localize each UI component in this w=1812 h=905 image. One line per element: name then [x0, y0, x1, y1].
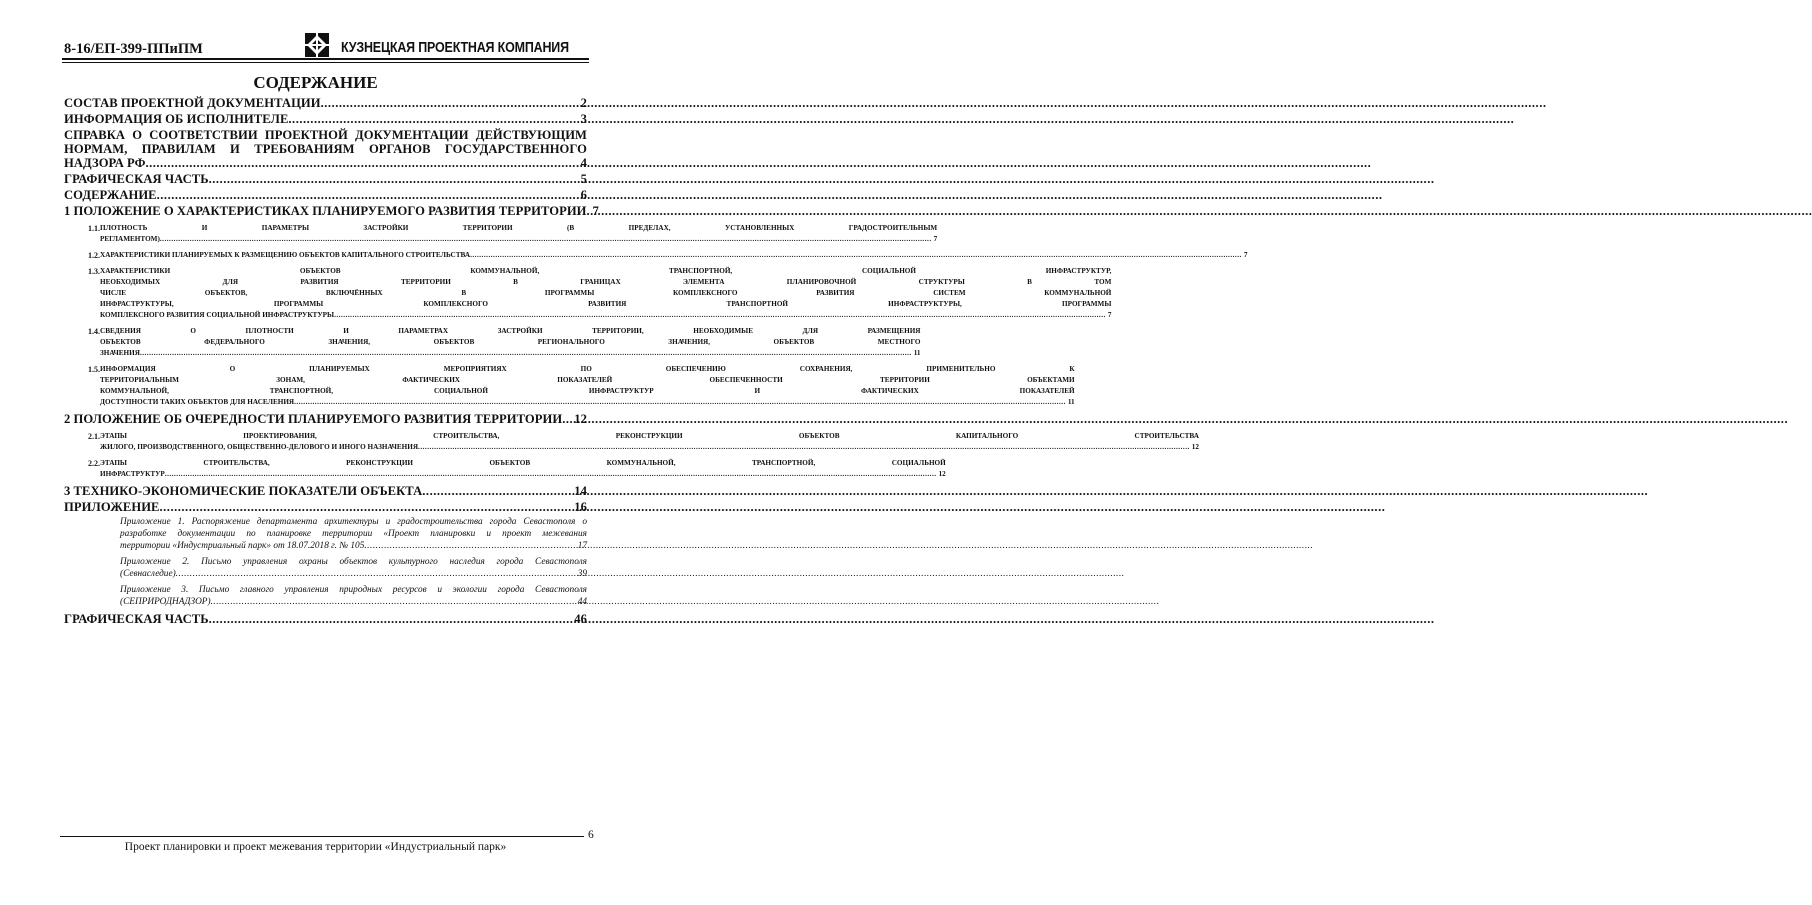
toc-entry-graf2[interactable]: ГРАФИЧЕСКАЯ ЧАСТЬ ..... 46	[64, 612, 587, 626]
toc-entry-1-3[interactable]: 1.3. ХАРАКТЕРИСТИКИ ОБЪЕКТОВ КОММУНАЛЬНОЙ, ТРАНСПОРТНОЙ, СОЦИАЛЬНОЙ ИНФРАСТРУКТУР, НЕОБХОДИМЫХ ДЛЯ РАЗВИТИЯ ТЕРРИТОРИИ В ГРАНИЦАХ ЭЛЕМЕНТА ПЛАНИРОВОЧНОЙ СТРУКТУРЫ В ТОМ ЧИСЛЕ ОБЪЕКТОВ, ВКЛЮЧЁННЫХ В ПРОГРАММЫ КОМПЛЕКСНОГО РАЗВИТИЯ СИСТЕМ КОММУНАЛЬНОЙ ИНФРАСТРУКТУРЫ, ПРОГРАММЫ КОМПЛЕКСНОГО РАЗВИТИЯ ТРАНСПОРТНОЙ ИНФРАСТРУКТУРЫ, ПРОГРАММЫ КОМПЛЕКСНОГО РАЗВИТИЯ СОЦИАЛЬНОЙ ИНФРАСТРУКТУРЫ ..... 7	[64, 266, 587, 321]
toc-entry-prilozhenie[interactable]: ПРИЛОЖЕНИЕ ..... 16	[64, 500, 587, 514]
toc-entry-1-2[interactable]: 1.2. ХАРАКТЕРИСТИКИ ПЛАНИРУЕМЫХ К РАЗМЕЩЕНИЮ ОБЪЕКТОВ КАПИТАЛЬНОГО СТРОИТЕЛЬСТВА ..... 7	[64, 250, 587, 261]
page-title: СОДЕРЖАНИЕ	[253, 73, 378, 92]
toc-entry-appendix-2[interactable]: Приложение 2. Письмо управления охраны объектов культурного наследия города Севастополя (Севнаследие) ..... 39	[64, 556, 587, 580]
page-number: 6	[588, 829, 594, 841]
toc-entry-section-3[interactable]: 3 ТЕХНИКО-ЭКОНОМИЧЕСКИЕ ПОКАЗАТЕЛИ ОБЪЕКТА ..... 14	[64, 484, 587, 498]
table-of-contents	[64, 96, 1248, 628]
toc-entry-2-1[interactable]: 2.1. ЭТАПЫ ПРОЕКТИРОВАНИЯ, СТРОИТЕЛЬСТВА, РЕКОНСТРУКЦИИ ОБЪЕКТОВ КАПИТАЛЬНОГО СТРОИТЕЛЬСТВА ЖИЛОГО, ПРОИЗВОДСТВЕННОГО, ОБЩЕСТВЕННО-ДЕЛОВОГО И ИНОГО НАЗНАЧЕНИЯ ..... 12	[64, 431, 587, 453]
toc-entry-section-2[interactable]: 2 ПОЛОЖЕНИЕ ОБ ОЧЕРЕДНОСТИ ПЛАНИРУЕМОГО РАЗВИТИЯ ТЕРРИТОРИИ ..... 12	[64, 412, 587, 426]
toc-entry-2-2[interactable]: 2.2. ЭТАПЫ СТРОИТЕЛЬСТВА, РЕКОНСТРУКЦИИ ОБЪЕКТОВ КОММУНАЛЬНОЙ, ТРАНСПОРТНОЙ, СОЦИАЛЬНОЙ ИНФРАСТРУКТУР ..... 12	[64, 458, 587, 480]
toc-entry-graf1[interactable]: ГРАФИЧЕСКАЯ ЧАСТЬ ..... 5	[64, 172, 587, 186]
toc-entry-section-1[interactable]: 1 ПОЛОЖЕНИЕ О ХАРАКТЕРИСТИКАХ ПЛАНИРУЕМОГО РАЗВИТИЯ ТЕРРИТОРИИ ..... 7	[64, 204, 587, 218]
company-name: КУЗНЕЦКАЯ ПРОЕКТНАЯ КОМПАНИЯ	[341, 40, 569, 56]
toc-entry-soderzh[interactable]: СОДЕРЖАНИЕ ..... 6	[64, 188, 587, 202]
header-rule	[62, 58, 589, 60]
toc-entry-info[interactable]: ИНФОРМАЦИЯ ОБ ИСПОЛНИТЕЛЕ ..... 3	[64, 112, 587, 126]
footer-rule	[60, 836, 584, 837]
company-logo-icon	[305, 33, 329, 57]
toc-entry-sostav[interactable]: СОСТАВ ПРОЕКТНОЙ ДОКУМЕНТАЦИИ ..... 2	[64, 96, 587, 110]
toc-entry-spravka[interactable]: СПРАВКА О СООТВЕТСТВИИ ПРОЕКТНОЙ ДОКУМЕНТАЦИИ ДЕЙСТВУЮЩИМ НОРМАМ, ПРАВИЛАМ И ТРЕБОВАНИЯМ ОРГАНОВ ГОСУДАРСТВЕННОГО НАДЗОРА РФ ..... 4	[64, 128, 587, 170]
toc-entry-appendix-1[interactable]: Приложение 1. Распоряжение департамента архитектуры и градостроительства города Севастополя о разработке документации по планировке территории «Проект планировки и проект межевания территории «Индустриальный парк» от 18.07.2018 г. № 105 ..... 17	[64, 516, 587, 552]
footer-title: Проект планировки и проект межевания территории «Индустриальный парк»	[124, 841, 507, 853]
toc-entry-1-1[interactable]: 1.1. ПЛОТНОСТЬ И ПАРАМЕТРЫ ЗАСТРОЙКИ ТЕРРИТОРИИ (В ПРЕДЕЛАХ, УСТАНОВЛЕННЫХ ГРАДОСТРОИТЕЛЬНЫМ РЕГЛАМЕНТОМ) ..... 7	[64, 223, 587, 245]
toc-entry-appendix-3[interactable]: Приложение 3. Письмо главного управления природных ресурсов и экологии города Севастополя (СЕПРИРОДНАДЗОР) ..... 44	[64, 584, 587, 608]
document-code: 8-16/ЕП-399-ППиПМ	[64, 41, 203, 57]
toc-entry-1-4[interactable]: 1.4. СВЕДЕНИЯ О ПЛОТНОСТИ И ПАРАМЕТРАХ ЗАСТРОЙКИ ТЕРРИТОРИИ, НЕОБХОДИМЫЕ ДЛЯ РАЗМЕЩЕНИЯ ОБЪЕКТОВ ФЕДЕРАЛЬНОГО ЗНАЧЕНИЯ, ОБЪЕКТОВ РЕГИОНАЛЬНОГО ЗНАЧЕНИЯ, ОБЪЕКТОВ МЕСТНОГО ЗНАЧЕНИЯ ..... 11	[64, 326, 587, 359]
header-rule-thin	[62, 62, 589, 63]
toc-entry-1-5[interactable]: 1.5. ИНФОРМАЦИЯ О ПЛАНИРУЕМЫХ МЕРОПРИЯТИЯХ ПО ОБЕСПЕЧЕНИЮ СОХРАНЕНИЯ, ПРИМЕНИТЕЛЬНО К ТЕРРИТОРИАЛЬНЫМ ЗОНАМ, ФАКТИЧЕСКИХ ПОКАЗАТЕЛЕЙ ОБЕСПЕЧЕННОСТИ ТЕРРИТОРИИ ОБЪЕКТАМИ КОММУНАЛЬНОЙ, ТРАНСПОРТНОЙ, СОЦИАЛЬНОЙ ИНФРАСТРУКТУР И ФАКТИЧЕСКИХ ПОКАЗАТЕЛЕЙ ДОСТУПНОСТИ ТАКИХ ОБЪЕКТОВ ДЛЯ НАСЕЛЕНИЯ ..... 11	[64, 364, 587, 408]
